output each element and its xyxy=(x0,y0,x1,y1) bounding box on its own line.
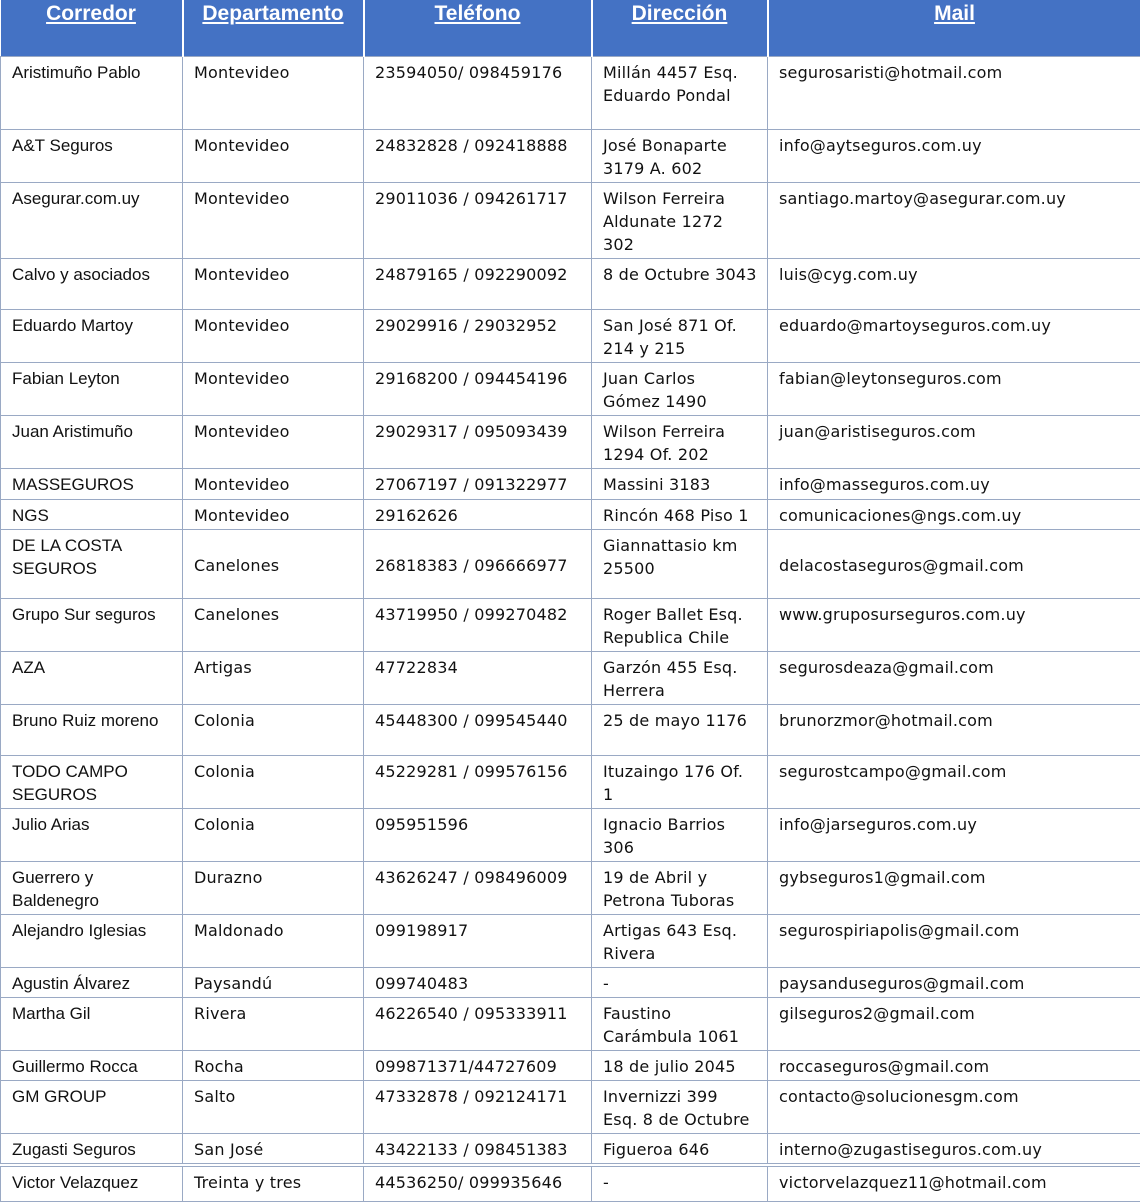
cell-direccion: Wilson Ferreira Aldunate 1272 302 xyxy=(592,183,768,259)
table-row xyxy=(1,1051,1140,1081)
cell-corredor: NGS xyxy=(1,500,183,530)
cell-departamento: Colonia xyxy=(183,809,364,862)
cell-direccion: - xyxy=(592,968,768,998)
header-corredor[interactable]: Corredor xyxy=(1,0,183,57)
cell-departamento: Canelones xyxy=(183,599,364,652)
cell-mail[interactable]: www.gruposurseguros.com.uy xyxy=(768,599,1140,652)
table-row xyxy=(1,130,1140,183)
cell-departamento: Maldonado xyxy=(183,915,364,968)
cell-telefono: 099740483 xyxy=(364,968,592,998)
cell-direccion: San José 871 Of. 214 y 215 xyxy=(592,310,768,363)
cell-departamento: Paysandú xyxy=(183,968,364,998)
cell-departamento: Montevideo xyxy=(183,469,364,500)
cell-telefono: 29029317 / 095093439 xyxy=(364,416,592,469)
cell-departamento: Montevideo xyxy=(183,500,364,530)
cell-direccion: Figueroa 646 xyxy=(592,1134,768,1166)
table-row xyxy=(1,57,1140,130)
cell-telefono: 43422133 / 098451383 xyxy=(364,1134,592,1166)
header-departamento[interactable]: Departamento xyxy=(183,0,364,57)
cell-mail[interactable]: juan@aristiseguros.com xyxy=(768,416,1140,469)
cell-telefono: 29011036 / 094261717 xyxy=(364,183,592,259)
cell-telefono: 23594050/ 098459176 xyxy=(364,57,592,130)
header-telefono[interactable]: Teléfono xyxy=(364,0,592,57)
cell-telefono: 099198917 xyxy=(364,915,592,968)
cell-direccion: Roger Ballet Esq. Republica Chile xyxy=(592,599,768,652)
cell-mail[interactable]: info@masseguros.com.uy xyxy=(768,469,1140,500)
cell-telefono: 47722834 xyxy=(364,652,592,705)
cell-mail[interactable]: brunorzmor@hotmail.com xyxy=(768,705,1140,756)
cell-corredor: Agustin Álvarez xyxy=(1,968,183,998)
cell-telefono: 46226540 / 095333911 xyxy=(364,998,592,1051)
table-row xyxy=(1,1081,1140,1134)
cell-corredor: Alejandro Iglesias xyxy=(1,915,183,968)
table-row xyxy=(1,469,1140,500)
cell-direccion: Millán 4457 Esq. Eduardo Pondal xyxy=(592,57,768,130)
cell-telefono: 099871371/44727609 xyxy=(364,1051,592,1081)
cell-mail[interactable]: santiago.martoy@asegurar.com.uy xyxy=(768,183,1140,259)
cell-telefono: 43626247 / 098496009 xyxy=(364,862,592,915)
table-row xyxy=(1,1165,1140,1201)
cell-direccion: Massini 3183 xyxy=(592,469,768,500)
cell-corredor: Fabian Leyton xyxy=(1,363,183,416)
cell-corredor: A&T Seguros xyxy=(1,130,183,183)
cell-mail[interactable]: segurostcampo@gmail.com xyxy=(768,756,1140,809)
table-row xyxy=(1,809,1140,862)
cell-direccion: Artigas 643 Esq. Rivera xyxy=(592,915,768,968)
cell-departamento: Artigas xyxy=(183,652,364,705)
cell-direccion: 18 de julio 2045 xyxy=(592,1051,768,1081)
cell-telefono: 24879165 / 092290092 xyxy=(364,259,592,310)
cell-telefono: 45229281 / 099576156 xyxy=(364,756,592,809)
cell-direccion: Giannattasio km 25500 xyxy=(592,530,768,599)
cell-corredor: Zugasti Seguros xyxy=(1,1134,183,1166)
cell-direccion: Juan Carlos Gómez 1490 xyxy=(592,363,768,416)
cell-departamento: San José xyxy=(183,1134,364,1166)
table-row xyxy=(1,652,1140,705)
cell-departamento: Rivera xyxy=(183,998,364,1051)
table-row xyxy=(1,968,1140,998)
cell-corredor: Guillermo Rocca xyxy=(1,1051,183,1081)
cell-departamento: Salto xyxy=(183,1081,364,1134)
cell-telefono: 29029916 / 29032952 xyxy=(364,310,592,363)
table-row xyxy=(1,530,1140,599)
cell-telefono: 47332878 / 092124171 xyxy=(364,1081,592,1134)
cell-direccion: 25 de mayo 1176 xyxy=(592,705,768,756)
table-row xyxy=(1,862,1140,915)
cell-mail[interactable]: contacto@solucionesgm.com xyxy=(768,1081,1140,1134)
table-body xyxy=(1,57,1140,1202)
table-row xyxy=(1,599,1140,652)
cell-departamento: Montevideo xyxy=(183,363,364,416)
header-direccion[interactable]: Dirección xyxy=(592,0,768,57)
table-row xyxy=(1,259,1140,310)
cell-departamento: Colonia xyxy=(183,756,364,809)
cell-direccion: 8 de Octubre 3043 xyxy=(592,259,768,310)
table-row xyxy=(1,998,1140,1051)
cell-corredor: DE LA COSTA SEGUROS xyxy=(1,530,183,599)
cell-telefono: 44536250/ 099935646 xyxy=(364,1165,592,1201)
cell-departamento: Montevideo xyxy=(183,183,364,259)
cell-corredor: TODO CAMPO SEGUROS xyxy=(1,756,183,809)
table-row xyxy=(1,915,1140,968)
cell-telefono: 29162626 xyxy=(364,500,592,530)
cell-corredor: Victor Velazquez xyxy=(1,1165,183,1201)
cell-corredor: Bruno Ruiz moreno xyxy=(1,705,183,756)
cell-mail[interactable]: info@aytseguros.com.uy xyxy=(768,130,1140,183)
cell-direccion: Garzón 455 Esq. Herrera xyxy=(592,652,768,705)
cell-corredor: Aristimuño Pablo xyxy=(1,57,183,130)
cell-departamento: Canelones xyxy=(183,530,364,599)
cell-corredor: AZA xyxy=(1,652,183,705)
cell-corredor: Juan Aristimuño xyxy=(1,416,183,469)
cell-corredor: Grupo Sur seguros xyxy=(1,599,183,652)
table-row xyxy=(1,183,1140,259)
table-row xyxy=(1,1134,1140,1166)
cell-direccion: - xyxy=(592,1165,768,1201)
cell-telefono: 24832828 / 092418888 xyxy=(364,130,592,183)
cell-direccion: José Bonaparte 3179 A. 602 xyxy=(592,130,768,183)
cell-departamento: Colonia xyxy=(183,705,364,756)
cell-direccion: Ignacio Barrios 306 xyxy=(592,809,768,862)
cell-mail[interactable]: comunicaciones@ngs.com.uy xyxy=(768,500,1140,530)
cell-corredor: Eduardo Martoy xyxy=(1,310,183,363)
cell-telefono: 43719950 / 099270482 xyxy=(364,599,592,652)
cell-departamento: Montevideo xyxy=(183,57,364,130)
cell-mail[interactable]: roccaseguros@gmail.com xyxy=(768,1051,1140,1081)
cell-mail[interactable]: info@jarseguros.com.uy xyxy=(768,809,1140,862)
cell-mail[interactable]: fabian@leytonseguros.com xyxy=(768,363,1140,416)
cell-telefono: 095951596 xyxy=(364,809,592,862)
cell-corredor: Julio Arias xyxy=(1,809,183,862)
cell-departamento: Treinta y tres xyxy=(183,1165,364,1201)
cell-direccion: Ituzaingo 176 Of. 1 xyxy=(592,756,768,809)
table-row xyxy=(1,363,1140,416)
cell-departamento: Rocha xyxy=(183,1051,364,1081)
cell-mail[interactable]: paysanduseguros@gmail.com xyxy=(768,968,1140,998)
cell-mail[interactable]: segurospiriapolis@gmail.com xyxy=(768,915,1140,968)
header-row xyxy=(1,0,1140,57)
cell-corredor: Guerrero y Baldenegro xyxy=(1,862,183,915)
cell-departamento: Montevideo xyxy=(183,259,364,310)
table-row xyxy=(1,756,1140,809)
cell-telefono: 29168200 / 094454196 xyxy=(364,363,592,416)
table-row xyxy=(1,500,1140,530)
cell-corredor: Asegurar.com.uy xyxy=(1,183,183,259)
cell-corredor: MASSEGUROS xyxy=(1,469,183,500)
cell-mail[interactable]: luis@cyg.com.uy xyxy=(768,259,1140,310)
cell-direccion: Invernizzi 399 Esq. 8 de Octubre xyxy=(592,1081,768,1134)
table-row xyxy=(1,310,1140,363)
cell-telefono: 45448300 / 099545440 xyxy=(364,705,592,756)
cell-departamento: Durazno xyxy=(183,862,364,915)
cell-corredor: Martha Gil xyxy=(1,998,183,1051)
cell-mail[interactable]: gybseguros1@gmail.com xyxy=(768,862,1140,915)
cell-direccion: Faustino Carámbula 1061 xyxy=(592,998,768,1051)
cell-telefono: 26818383 / 096666977 xyxy=(364,530,592,599)
cell-mail[interactable]: delacostaseguros@gmail.com xyxy=(768,530,1140,599)
cell-mail[interactable]: interno@zugastiseguros.com.uy xyxy=(768,1134,1140,1166)
cell-corredor: Calvo y asociados xyxy=(1,259,183,310)
header-mail[interactable]: Mail xyxy=(768,0,1140,57)
cell-corredor: GM GROUP xyxy=(1,1081,183,1134)
cell-departamento: Montevideo xyxy=(183,310,364,363)
cell-direccion: Rincón 468 Piso 1 xyxy=(592,500,768,530)
cell-mail[interactable]: eduardo@martoyseguros.com.uy xyxy=(768,310,1140,363)
cell-mail[interactable]: gilseguros2@gmail.com xyxy=(768,998,1140,1051)
table-row xyxy=(1,705,1140,756)
cell-mail[interactable]: victorvelazquez11@hotmail.com xyxy=(768,1165,1140,1201)
table-row xyxy=(1,416,1140,469)
cell-mail[interactable]: segurosdeaza@gmail.com xyxy=(768,652,1140,705)
cell-telefono: 27067197 / 091322977 xyxy=(364,469,592,500)
cell-departamento: Montevideo xyxy=(183,416,364,469)
cell-direccion: 19 de Abril y Petrona Tuboras xyxy=(592,862,768,915)
cell-mail[interactable]: segurosaristi@hotmail.com xyxy=(768,57,1140,130)
cell-direccion: Wilson Ferreira 1294 Of. 202 xyxy=(592,416,768,469)
cell-departamento: Montevideo xyxy=(183,130,364,183)
